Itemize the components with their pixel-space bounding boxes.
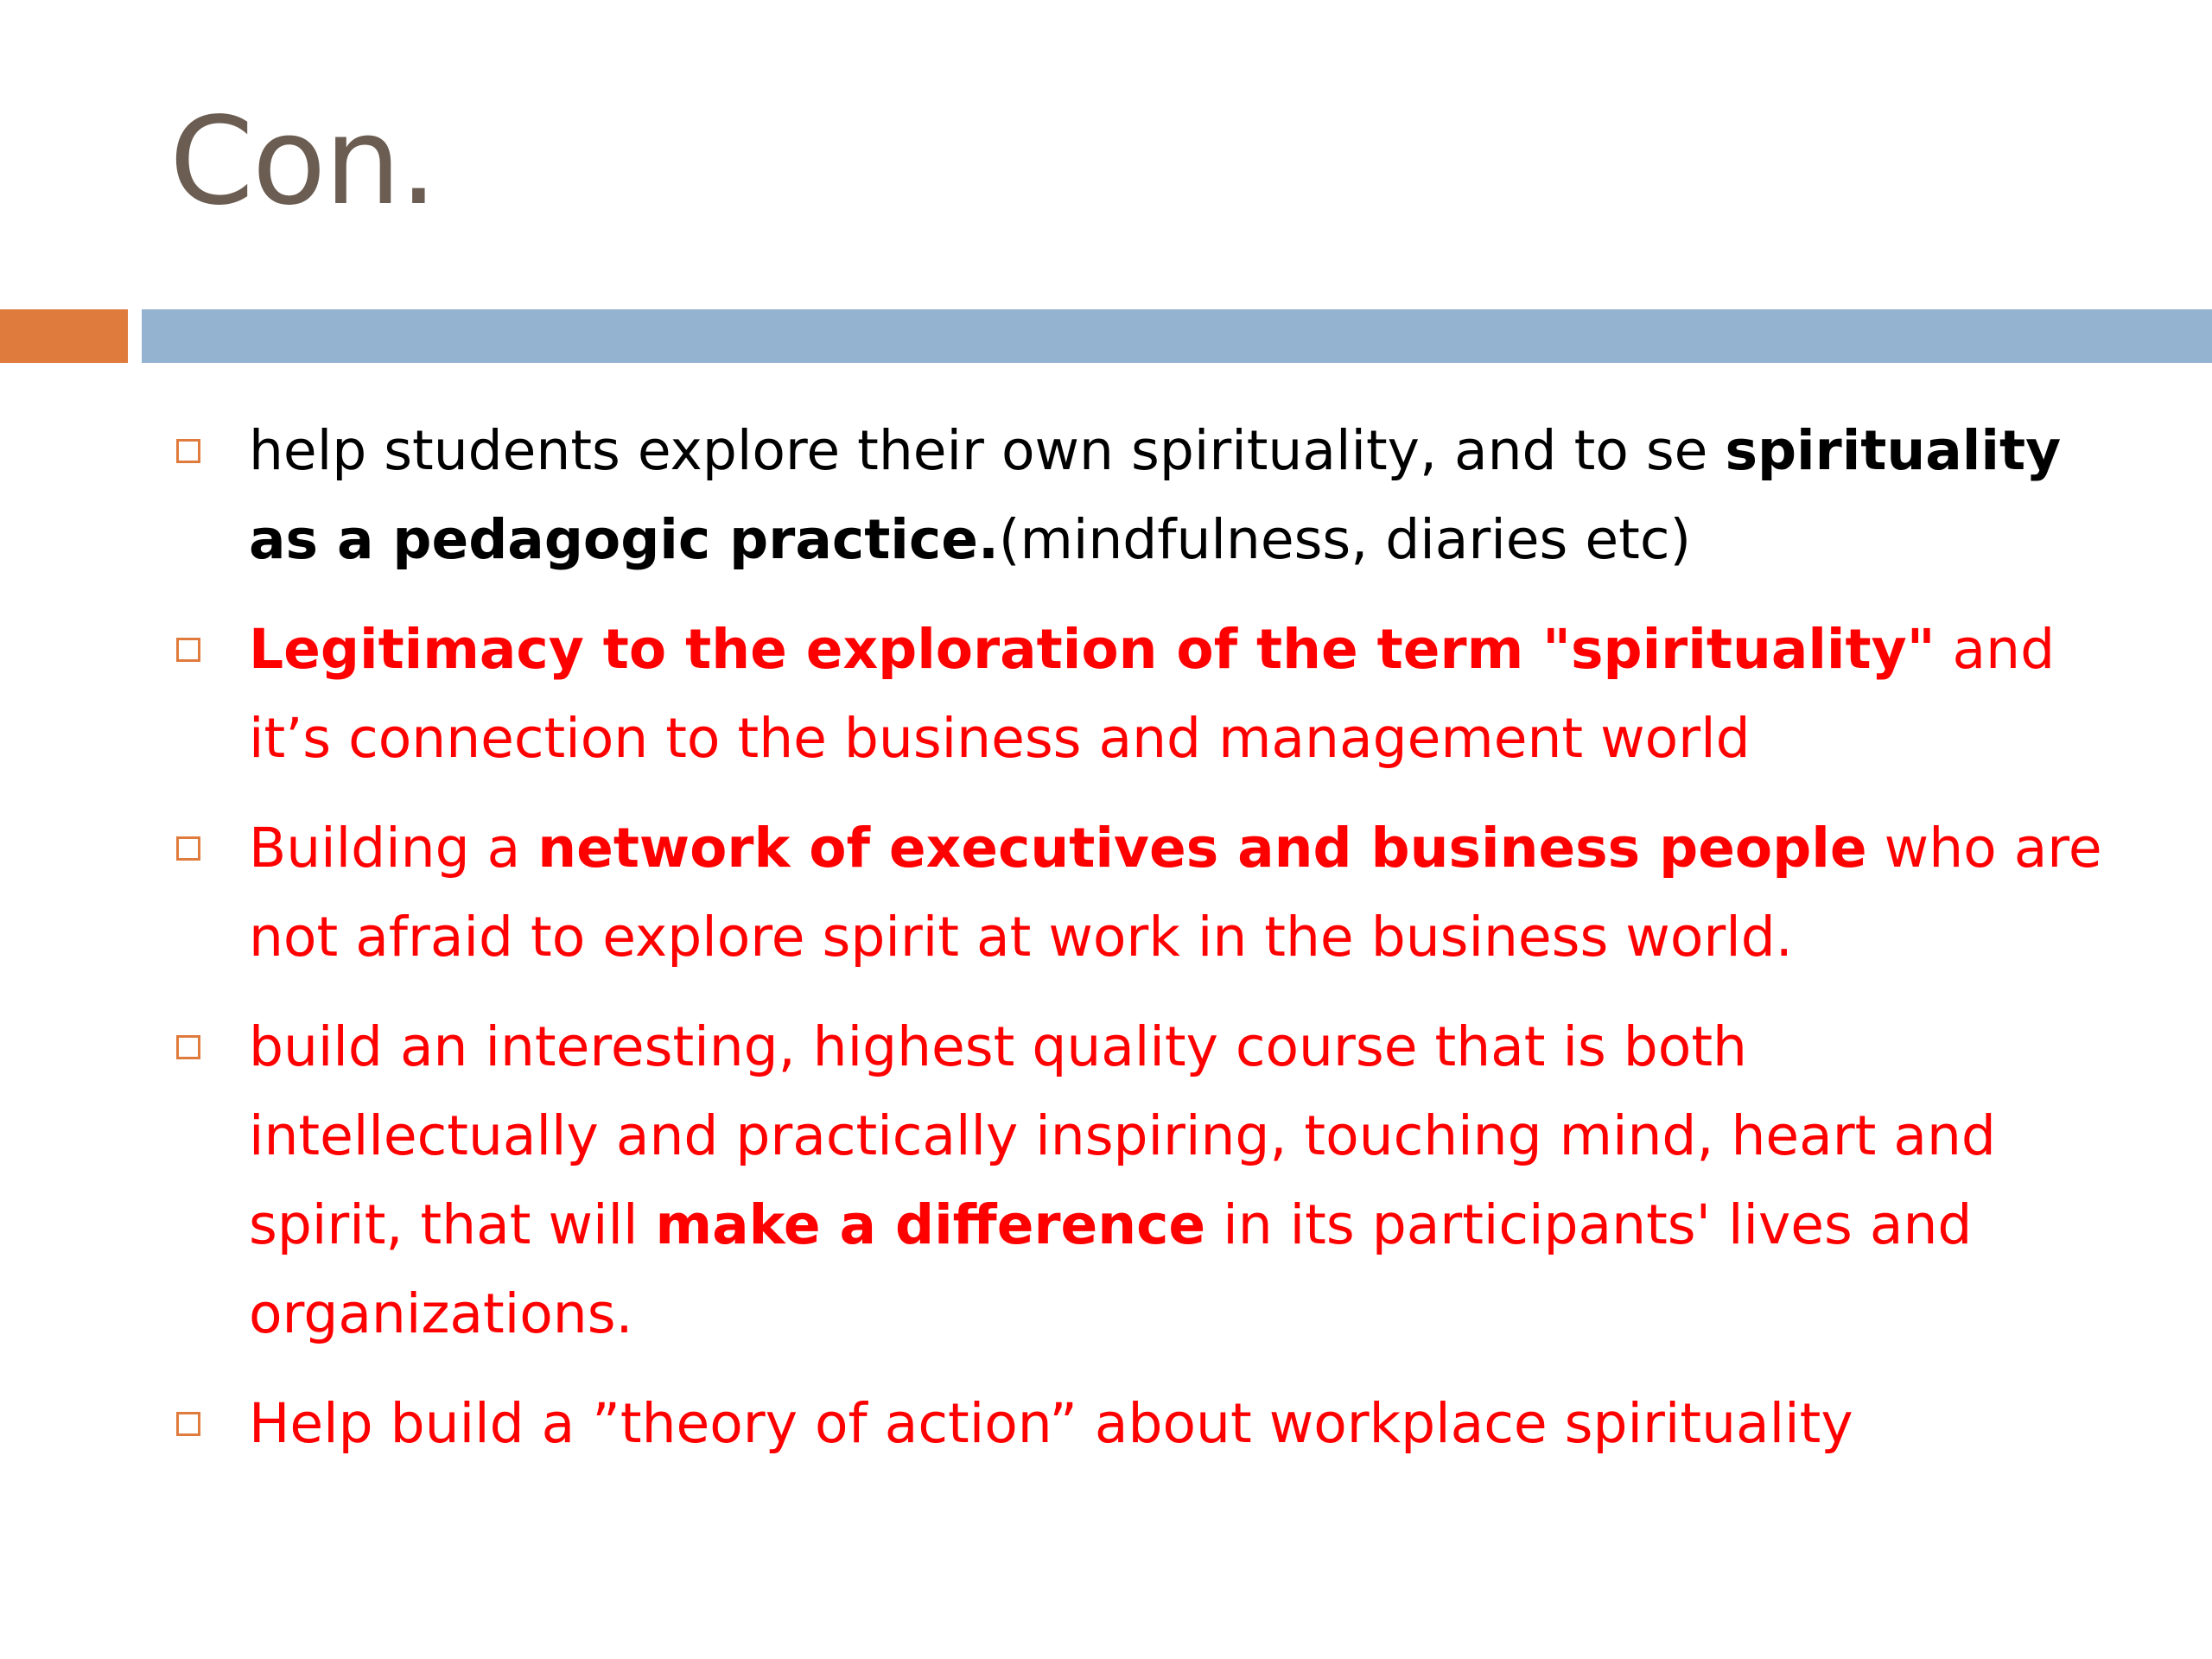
bullet-item [169, 406, 2105, 584]
bullet-text: Help build a ”theory of action” about workplace spirituality [249, 1392, 1853, 1455]
square-bullet-icon [176, 638, 200, 662]
square-bullet-icon [176, 439, 200, 463]
bullet-text-bold: spirituality as a pedagogic practice. [249, 419, 2062, 571]
bullet-item [169, 804, 2105, 982]
square-bullet-icon [176, 1412, 200, 1436]
bullet-text: Building a [249, 817, 538, 880]
bullet-text-bold: network of executives and business people [537, 817, 1867, 880]
accent-bar-orange [0, 309, 128, 363]
bullet-text-bold: make a difference [655, 1193, 1206, 1256]
bullet-text: help students explore their own spirituality, and to se [249, 419, 1726, 482]
bullet-item [169, 1379, 2105, 1468]
bullet-text-bold: Legitimacy to the exploration of the term "spirituality" [249, 618, 1936, 681]
bullet-item [169, 605, 2105, 783]
bullet-list [169, 406, 2105, 1489]
bullet-text: and it’s connection to the business and management world [249, 618, 2056, 770]
bullet-text: who are not afraid to explore spirit at work in the business world. [249, 817, 2102, 969]
bullet-item [169, 1002, 2105, 1358]
bullet-text: (mindfulness, diaries etc) [998, 508, 1692, 571]
square-bullet-icon [176, 836, 200, 861]
slide-title: Con. [169, 92, 436, 232]
accent-bar-blue [142, 309, 2212, 363]
square-bullet-icon [176, 1035, 200, 1059]
bullet-text: build an interesting, highest quality course that is both intellectually and practically inspiring, touching mind, heart and spirit, that will [249, 1015, 1996, 1256]
bullet-text: in its participants' lives and organizations. [249, 1193, 1973, 1345]
